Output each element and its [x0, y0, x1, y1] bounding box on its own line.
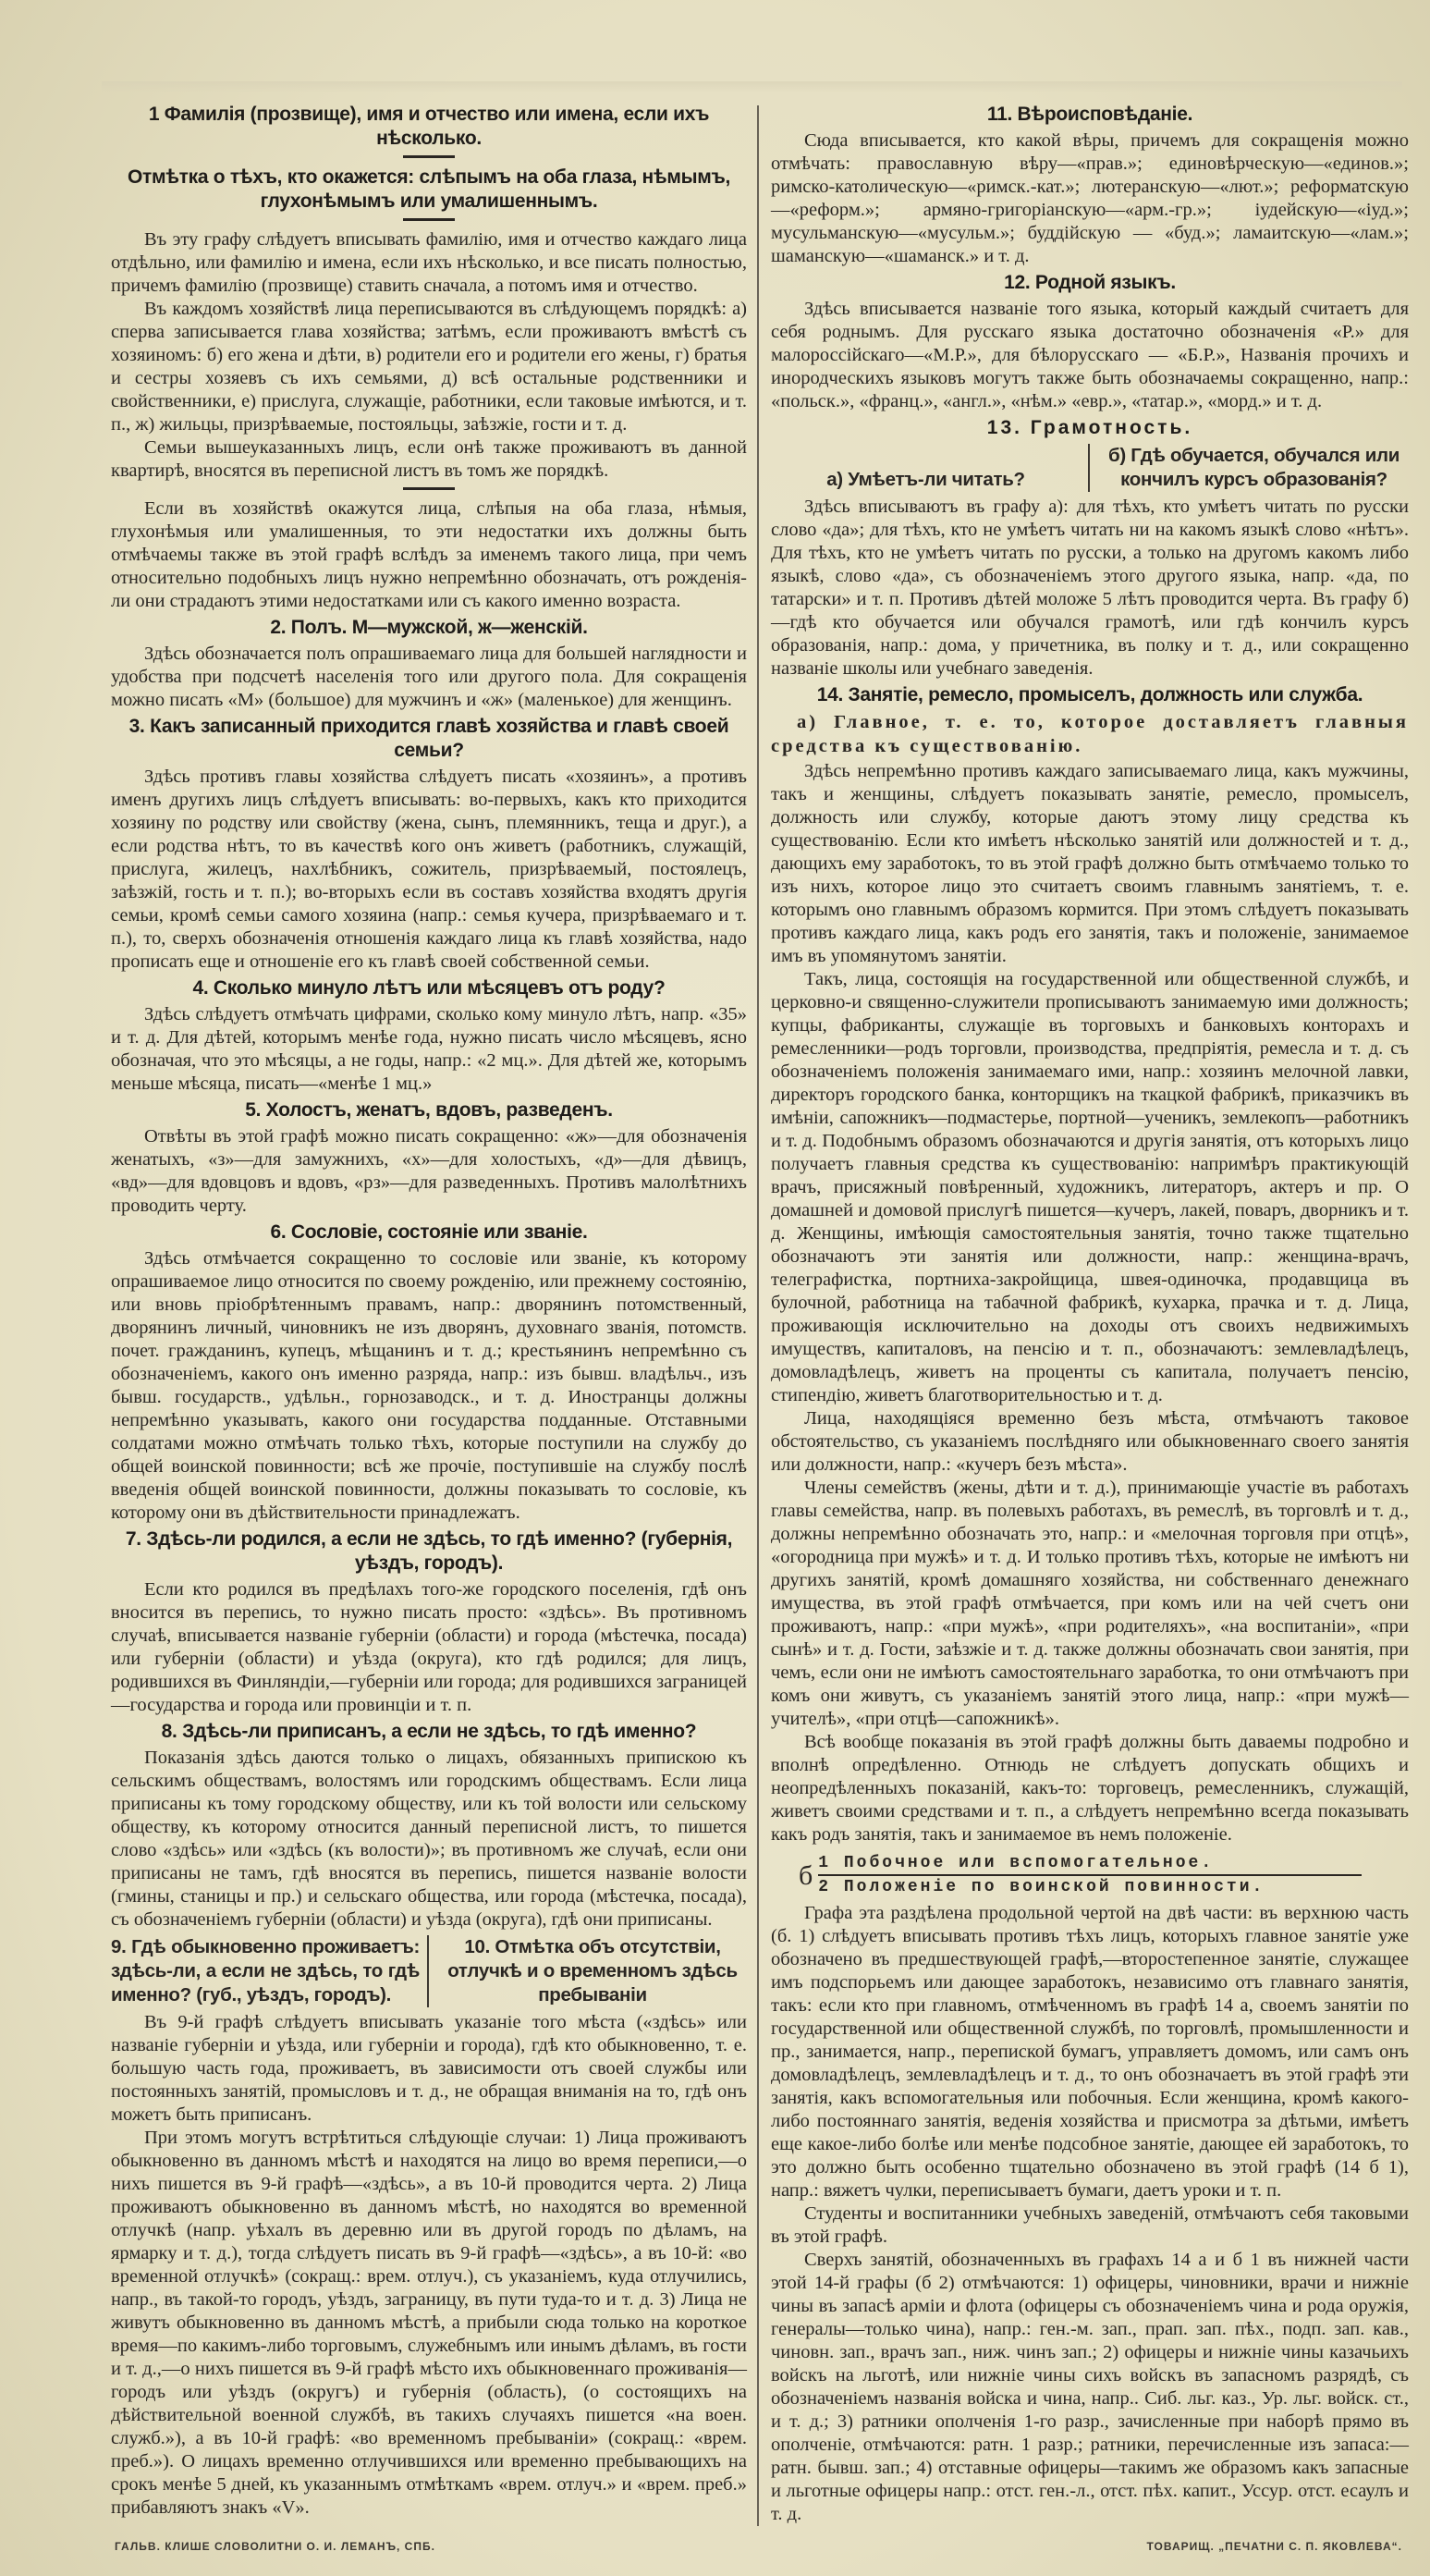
- split-heading-left: а) Умѣетъ-ли читать?: [771, 444, 1090, 492]
- paragraph: Здѣсь противъ главы хозяйства слѣдуетъ писать «хозяинъ», а противъ именъ другихъ лицъ слѣдуетъ вписывать: во-первыхъ, какъ кто приходится хозяину по родству или свойству (жена, сынъ, племянникъ, теща и друг.), а если родства нѣтъ, то въ качествѣ кого онъ живетъ (работникъ, служащій, прислуга, жилецъ, нахлѣбникъ, сожитель, призрѣваемый, постоялецъ, заѣзжій, гость и т. п.); во-вторыхъ если въ составъ хозяйства входятъ другія семьи, кромѣ семьи самого хозяина (напр.: семья кучера, призрѣваемаго и т. п.), то, сверхъ обозначенія отношенія каждаго лица къ главѣ хозяйства, надо прописать еще и отношеніе его къ главѣ своей собственной семьи.: [111, 767, 747, 972]
- paragraph: Сюда вписывается, кто какой вѣры, причемъ для сокращенія можно отмѣчать: православную вѣру—«прав.»; единовѣрческую—«единов.»; римско-католическую—«римск.-кат.»; лютеранскую—«лют.»; реформатскую—«реформ.»; армяно-григоріанскую—«арм.-гр.»; іудейскую—«іуд.»; мусульманскую—«мусульм.»; буддійскую — «буд.»; ламаитскую—«лам.»; шаманскую—«шаманск.» и т. д.: [771, 130, 1409, 266]
- paragraph: Здѣсь обозначается полъ опрашиваемаго лица для большей наглядности и удобства при подсчетѣ населенія того или другого пола. Для сокращенія можно писать «М» (большое) для мужчинъ и «ж» (маленькое) для женщинъ.: [111, 644, 747, 710]
- section-heading: Отмѣтка о тѣхъ, кто окажется: слѣпымъ на оба глаза, нѣмымъ, глухонѣмымъ или умалишеннымъ.: [127, 166, 731, 212]
- fraction-bottom: 2 Положеніе по воинской повинности.: [818, 1878, 1265, 1896]
- section-heading: 6. Сословіе, состояніе или званіе.: [270, 1221, 588, 1243]
- paragraph: Семьи вышеуказанныхъ лицъ, если онѣ также проживаютъ въ данной квартирѣ, вносятся въ переписной листъ въ томъ же порядкѣ.: [111, 437, 747, 481]
- split-heading-left: 9. Гдѣ обыкновенно проживаетъ: здѣсь-ли, а если не здѣсь, то гдѣ именно? (губ., уѣздъ, городъ).: [111, 1935, 429, 2007]
- paragraph: Въ 9-й графѣ слѣдуетъ вписывать указаніе того мѣста («здѣсь» или названіе губерніи и уѣзда, или губерніи и города), гдѣ кто обыкновенно, т. е. большую часть года, проживаетъ, въ зависимости отъ своей службы или постоянныхъ занятій, промысловъ и т. д., не обращая вниманія на то, гдѣ онъ можетъ быть приписанъ.: [111, 2012, 747, 2125]
- split-heading-right: 10. Отмѣтка объ отсутствіи, отлучкѣ и о временномъ здѣсь пребываніи: [447, 1936, 738, 2006]
- left-column: [111, 100, 747, 2520]
- paragraph: Сверхъ занятій, обозначенныхъ въ графахъ 14 а и б 1 въ нижней части этой 14-й графы (б 2) отмѣчаются: 1) офицеры, чиновники, врачи и нижніе чины въ запасѣ арміи и флота (офицеры съ обозначеніемъ чина и рода оружія, генералы—только чина), напр.: ген.-м. зап., прап. зап. пѣх., подп. зап. кав., чиновн. зап., врачъ зап., ниж. чинъ зап.; 2) офицеры и нижніе чины казачьихъ войскъ на льготѣ, или нижніе чины сихъ войскъ въ запасномъ разрядѣ, съ обозначеніемъ названія войска и чина, напр.. Сиб. льг. каз., Ур. льг. войск. ст., и т. д.; 3) ратники ополченія 1-го разр., зачисленные при наборѣ прямо въ ополченіе, отмѣчаются: ратн. 1 разр.; ратники, перечисленные изъ запаса:—ратн. бывш. зап.; 4) отставные офицеры—такимъ же образомъ какъ запасные и льготные офицеры напр.: отст. ген.-л., отст. пѣх. капит., Уссур. отст. есаулъ и т. д.: [771, 2250, 1409, 2524]
- section-heading: 12. Родной языкъ.: [1004, 272, 1176, 293]
- section-heading: 1 Фамилія (прозвище), имя и отчество или имена, если ихъ нѣсколько.: [148, 104, 710, 149]
- section-heading: 2. Полъ. М—мужской, ж—женскій.: [270, 617, 588, 638]
- column-divider: [757, 105, 759, 2526]
- paragraph: Такъ, лица, состоящія на государственной или общественной службѣ, и церковно-и священно-служители прописываютъ занимаемую ими должность; купцы, фабриканты, служащіе въ торговыхъ и банковыхъ конторахъ и ремесленники—родъ торговли, производства, предпріятія, ремесла и т. д. съ обозначеніемъ положенія занимаемаго ими, напр.: хозяинъ мелочной лавки, директоръ городского банка, конторщикъ на ткацкой фабрикѣ, приказчикъ въ имѣніи, сапожникъ—подмастерье, портной—ученикъ, землекопъ—работникъ и т. д. Подобнымъ образомъ обозначаются и другія занятія, отъ которыхъ лицо получаетъ главныя средства къ существованію: напримѣръ практикующій врачъ, присяжный повѣренный, художникъ, литераторъ, актеръ и пр. О домашней и домовой прислугѣ пишется—кучеръ, лакей, поваръ, дворникъ и т. д. Женщины, имѣющія самостоятельныя занятія, точно также тщательно обозначаютъ эти занятія или должности, напр.: женщина-врачъ, телеграфистка, портниха-закройщица, швея-одиночка, продавщица въ булочной, работница на табачной фабрикѣ, кухарка, прачка и т. д. Лица, проживающія исключительно на доходы отъ своихъ недвижимыхъ имуществъ, капиталовъ, на пенсію и т. п., обозначаютъ: землевладѣлецъ, домовладѣлецъ, живетъ на проценты съ капитала, получаетъ пенсію, стипендію, живетъ благотворительностью и т. д.: [771, 969, 1409, 1405]
- paragraph: Всѣ вообще показанія въ этой графѣ должны быть даваемы подробно и вполнѣ опредѣленно. Отнюдь не слѣдуетъ допускать общихъ и неопредѣленныхъ показаній, какъ-то: торговецъ, ремесленникъ, служащій, живетъ своими средствами и т. п., а слѣдуетъ непремѣнно всегда показывать какъ родъ занятія, такъ и занимаемое въ немъ положеніе.: [771, 1732, 1409, 1845]
- separator-rule: [403, 155, 455, 158]
- section-heading: 5. Холостъ, женатъ, вдовъ, разведенъ.: [245, 1099, 613, 1121]
- section-heading: 4. Сколько минуло лѣтъ или мѣсяцевъ отъ роду?: [192, 977, 666, 999]
- paragraph: Здѣсь вписывается названіе того языка, который каждый считаетъ для себя роднымъ. Для русскаго языка достаточно обозначенія «Р.» для малороссійскаго—«М.Р.», для бѣлорусскаго — «Б.Р.», Названія прочихъ и инородческихъ языковъ могутъ также быть обозначаемы сокращенно, напр.: «польск.», «франц.», «англ.», «нѣм.» «евр.», «татар.», «морд.» и т. д.: [771, 299, 1409, 411]
- paragraph: Здѣсь вписываютъ въ графу а): для тѣхъ, кто умѣетъ читать по русски слово «да»; для тѣхъ, кто не умѣетъ читать ни на какомъ языкѣ слово «нѣтъ». Для тѣхъ, кто не умѣетъ читать по русски, а только на другомъ какомъ либо языкѣ, слово «да», съ обозначеніемъ этого другого языка, напр. «да, по татарски» и т. п. Противъ дѣтей моложе 5 лѣтъ проводится черта. Въ графу б)—гдѣ кто обучается или обучался грамотѣ, или гдѣ кончилъ курсъ образованія, напр.: дома, у причетника, въ полку и т. д., или сокращенно названіе школы или учебнаго заведенія.: [771, 497, 1409, 679]
- fraction-letter: б: [799, 1859, 813, 1891]
- split-heading: [771, 444, 1409, 492]
- paragraph: Здѣсь непремѣнно противъ каждаго записываемаго лица, какъ мужчины, такъ и женщины, слѣдуетъ показывать занятіе, ремесло, промыселъ, должность или службу, которые даютъ этому лицу средства къ существованію. Если кто имѣетъ нѣсколько занятій или должностей и т. д., дающихъ ему заработокъ, то въ этой графѣ должно быть отмѣчаемо только то изъ нихъ, которое лицо это считаетъ своимъ главнымъ занятіемъ, т. е. которымъ оно главнымъ образомъ кормится. При этомъ слѣдуетъ показывать противъ каждаго лица, какъ родъ его занятія, такъ и положеніе, занимаемое имъ въ упомянутомъ занятіи.: [771, 761, 1409, 966]
- paragraph: Показанія здѣсь даются только о лицахъ, обязанныхъ припискою къ сельскимъ обществамъ, волостямъ или городскимъ обществамъ. Если лица приписаны къ тому городскому обществу, или къ той волости или сельскому обществу, къ которому относится данный переписной листъ, то пишется слово «здѣсь» или «здѣсь (къ волости)»; въ противномъ же случаѣ, если они приписаны не тамъ, гдѣ вносятся въ перепись, пишется названіе волости (гмины, станицы и пр.) и сельскаго общества, или города (мѣстечка, посада), съ обозначеніемъ губерніи (области) и уѣзда (округа), гдѣ они приписаны.: [111, 1748, 747, 1930]
- section-heading: 13. Грамотность.: [986, 417, 1193, 438]
- section-heading: 11. Вѣроисповѣданіе.: [986, 104, 1193, 125]
- paragraph: Студенты и воспитанники учебныхъ заведеній, отмѣчаютъ себя таковыми въ этой графѣ.: [771, 2203, 1409, 2247]
- paragraph: Если въ хозяйствѣ окажутся лица, слѣпыя на оба глаза, нѣмыя, глухонѣмыя или умалишенныя, то эти недостатки ихъ должны быть отмѣчаемы также въ этой графѣ вслѣдъ за именемъ такого лица, при чемъ относительно подобныхъ лицъ нужно непремѣнно обозначать, отъ рожденія-ли они страдаютъ этими недостатками или съ какого именно возраста.: [111, 498, 747, 611]
- printer-imprint-left: ГАЛЬВ. КЛИШЕ СЛОВОЛИТНИ О. И. ЛЕМАНЪ, СПБ.: [115, 2540, 435, 2553]
- paragraph: Лица, находящіяся временно безъ мѣста, отмѣчаютъ таковое обстоятельство, съ указаніемъ послѣдняго или обыкновеннаго своего занятія или должности, напр.: «кучеръ безъ мѣста».: [771, 1408, 1409, 1475]
- paragraph: Въ эту графу слѣдуетъ вписывать фамилію, имя и отчество каждаго лица отдѣльно, или фамилію и имена, если ихъ нѣсколько, и все писать полностью, причемъ фамилію (прозвище) ставить сначала, а потомъ имя и отчество.: [111, 229, 747, 296]
- paragraph: При этомъ могутъ встрѣтиться слѣдующіе случаи: 1) Лица проживаютъ обыкновенно въ данномъ мѣстѣ и находятся на лицо во время переписи,—о нихъ пишется въ 9-й графѣ—«здѣсь», а въ 10-й проводится черта. 2) Лица проживаютъ обыкновенно въ данномъ мѣстѣ, но находятся во временной отлучкѣ (напр. уѣхалъ въ деревню или въ другой городъ по дѣламъ, на ярмарку и т. д.), тогда слѣдуетъ писать въ 9-й графѣ—«здѣсь», а въ 10-й: «во временной отлучкѣ» (сокращ.: врем. отлуч.), съ указаніемъ, куда отлучились, напр., въ такой-то городъ, уѣздъ, заграницу, въ пути туда-то и т. д. 3) Лица не живутъ обыкновенно въ данномъ мѣстѣ, а прибыли сюда только на короткое время—по какимъ-либо торговымъ, служебнымъ или инымъ дѣламъ, въ гости и т. д.,—о нихъ пишется въ 9-й графѣ мѣсто ихъ обыкновеннаго проживанія—городъ или уѣздъ (округъ) и губернія (область), (о состоящихъ на дѣйствительной военной службѣ, въ такихъ случаяхъ пишется «на воен. служб.»), а въ 10-й графѣ: «во временномъ пребываніи» (сокращ.: «врем. преб.»). О лицахъ временно отлучившихся или временно пребывающихъ на срокъ менѣе 5 дней, къ указаннымъ отмѣткамъ «врем. отлуч.» и «врем. преб.» прибавляютъ знакъ «V».: [111, 2128, 747, 2518]
- paragraph: Въ каждомъ хозяйствѣ лица переписываются въ слѣдующемъ порядкѣ: а) сперва записывается глава хозяйства; затѣмъ, если проживаютъ вмѣстѣ съ хозяиномъ: б) его жена и дѣти, в) родители его и родители его жены, г) братья и сестры хозяевъ съ ихъ семьями, д) всѣ остальные родственники и свойственники, е) прислуга, служащіе, работники, если таковые имѣются, и т. п., ж) жильцы, призрѣваемые, постояльцы, заѣзжіе, гости и т. д.: [111, 299, 747, 435]
- section-heading: 7. Здѣсь-ли родился, а если не здѣсь, то гдѣ именно? (губернія, уѣздъ, городъ).: [125, 1528, 733, 1574]
- separator-rule: [403, 218, 455, 221]
- separator-rule: [403, 487, 455, 490]
- printer-imprint-right: ТОВАРИЩ. „ПЕЧАТНИ С. П. ЯКОВЛЕВА“.: [1146, 2540, 1402, 2553]
- fraction-parts: [818, 1852, 1409, 1898]
- paragraph: Здѣсь слѣдуетъ отмѣчать цифрами, сколько кому минуло лѣтъ, напр. «35» и т. д. Для дѣтей, которымъ менѣе года, нужно писать число мѣсяцевъ, ясно обозначая, что это мѣсяцы, а не годы, напр.: «2 мц.». Для дѣтей же, которымъ меньше мѣсяца, писать—«менѣе 1 мц.»: [111, 1004, 747, 1094]
- paragraph: Графа эта раздѣлена продольной чертой на двѣ части: въ верхнюю часть (б. 1) слѣдуетъ вписывать противъ тѣхъ лицъ, которыхъ главное занятіе уже обозначено въ предшествующей графѣ,—второстепенное занятіе, служащее имъ подспорьемъ или дающее заработокъ, независимо отъ главнаго занятія, такъ: если кто при главномъ, отмѣченномъ въ графѣ 14 а, своемъ занятіи по государственной или общественной службѣ, по торговлѣ, промышленности и пр., занимается, напр., перепиской бумагъ, управляетъ домомъ, или самъ онъ домовладѣлецъ, землевладѣлецъ и т. д., то онъ обозначаетъ въ этой графѣ эти занятія, какъ вспомогательныя или побочныя. Если женщина, кромѣ какого-либо постояннаго занятія, веденія хозяйства и присмотра за дѣтьми, имѣетъ еще какое-либо болѣе или менѣе подсобное занятіе, дающее ей заработокъ, то это должно быть особенно тщательно обозначено въ этой графѣ (14 б 1), напр.: вяжетъ чулки, переписываетъ бумаги, даетъ уроки и т. п.: [771, 1903, 1409, 2201]
- section-heading: 8. Здѣсь-ли приписанъ, а если не здѣсь, то гдѣ именно?: [161, 1721, 697, 1742]
- split-heading-right: б) Гдѣ обучается, обучался или кончилъ курсъ образованія?: [1107, 445, 1400, 490]
- section-heading: 3. Какъ записанный приходится главѣ хозяйства и главѣ своей семьи?: [128, 716, 729, 761]
- page-top-shadow: [102, 81, 1402, 92]
- split-heading: [111, 1935, 747, 2007]
- fraction-heading: [799, 1852, 1409, 1898]
- paragraph: Здѣсь отмѣчается сокращенно то сословіе или званіе, къ которому опрашиваемое лицо относится по своему рожденію, или прежнему состоянію, или вновь пріобрѣтеннымъ правамъ, напр.: дворянинъ потомственный, дворянинъ личный, чиновникъ не изъ дворянъ, духовнаго званія, потомств. почет. гражданинъ, купецъ, мѣщанинъ и т. д.; крестьянинъ непремѣнно съ обозначеніемъ, какого онъ именно разряда, напр.: изъ бывш. владѣльч., изъ бывш. государств., удѣльн., горнозаводск., и т. д. Иностранцы должны непремѣнно указывать, какого они государства подданные. Отставными солдатами можно отмѣчать только тѣхъ, которые поступили на службу до общей воинской повинности; всѣ же прочіе, поступившіе на службу послѣ введенія общей воинской повинности, должны показывать то сословіе, къ которому они въ дѣйствительности принадлежатъ.: [111, 1248, 747, 1523]
- paragraph: Члены семействъ (жены, дѣти и т. д.), принимающіе участіе въ работахъ главы семейства, напр. въ полевыхъ работахъ, въ ремеслѣ, въ торговлѣ и т. д., должны непремѣнно обозначать это, напр.: и «мелочная торговля при отцѣ», «огородница при мужѣ» и т. д. И только противъ тѣхъ, которые не имѣютъ ни другихъ занятій, кромѣ домашняго хозяйства, ни собственнаго денежнаго имущества, въ этой графѣ отмѣчается, при комъ или на чей счетъ они проживаютъ, напр.: «при мужѣ», «при родителяхъ», «на воспитаніи», «при сынѣ» и т. д. Гости, заѣзжіе и т. д. также должны обозначать свои занятія, при чемъ, если они не имѣютъ самостоятельнаго заработка, то они отмѣчаютъ при комъ они живутъ, съ указаніемъ занятій этого лица, напр.: «при мужѣ—учителѣ», «при отцѣ—сапожникѣ».: [771, 1478, 1409, 1729]
- right-column: [771, 100, 1409, 2526]
- subsection-heading: а) Главное, т. е. то, которое доставляетъ главныя средства къ существованію.: [771, 712, 1409, 756]
- paragraph: Если кто родился въ предѣлахъ того-же городского поселенія, гдѣ онъ вносится въ перепись, то нужно писать просто: «здѣсь». Въ противномъ случаѣ, вписывается названіе губерніи (области) и города (мѣстечка, посада) или губерніи (области) и уѣзда (округа), кто гдѣ родился; для лицъ, родившихся въ Финляндіи,—губерніи или города; для родившихся заграницей—государства и города или провинціи и т. п.: [111, 1579, 748, 1715]
- paragraph: Отвѣты въ этой графѣ можно писать сокращенно: «ж»—для обозначенія женатыхъ, «з»—для замужнихъ, «х»—для холостыхъ, «д»—для дѣвицъ, «вд»—для вдовцовъ и вдовъ, «рз»—для разведенныхъ. Противъ малолѣтнихъ проводить черту.: [111, 1126, 747, 1216]
- section-heading: 14. Занятіе, ремесло, промыселъ, должность или служба.: [816, 684, 1363, 705]
- fraction-top: 1 Побочное или вспомогательное.: [818, 1852, 1362, 1876]
